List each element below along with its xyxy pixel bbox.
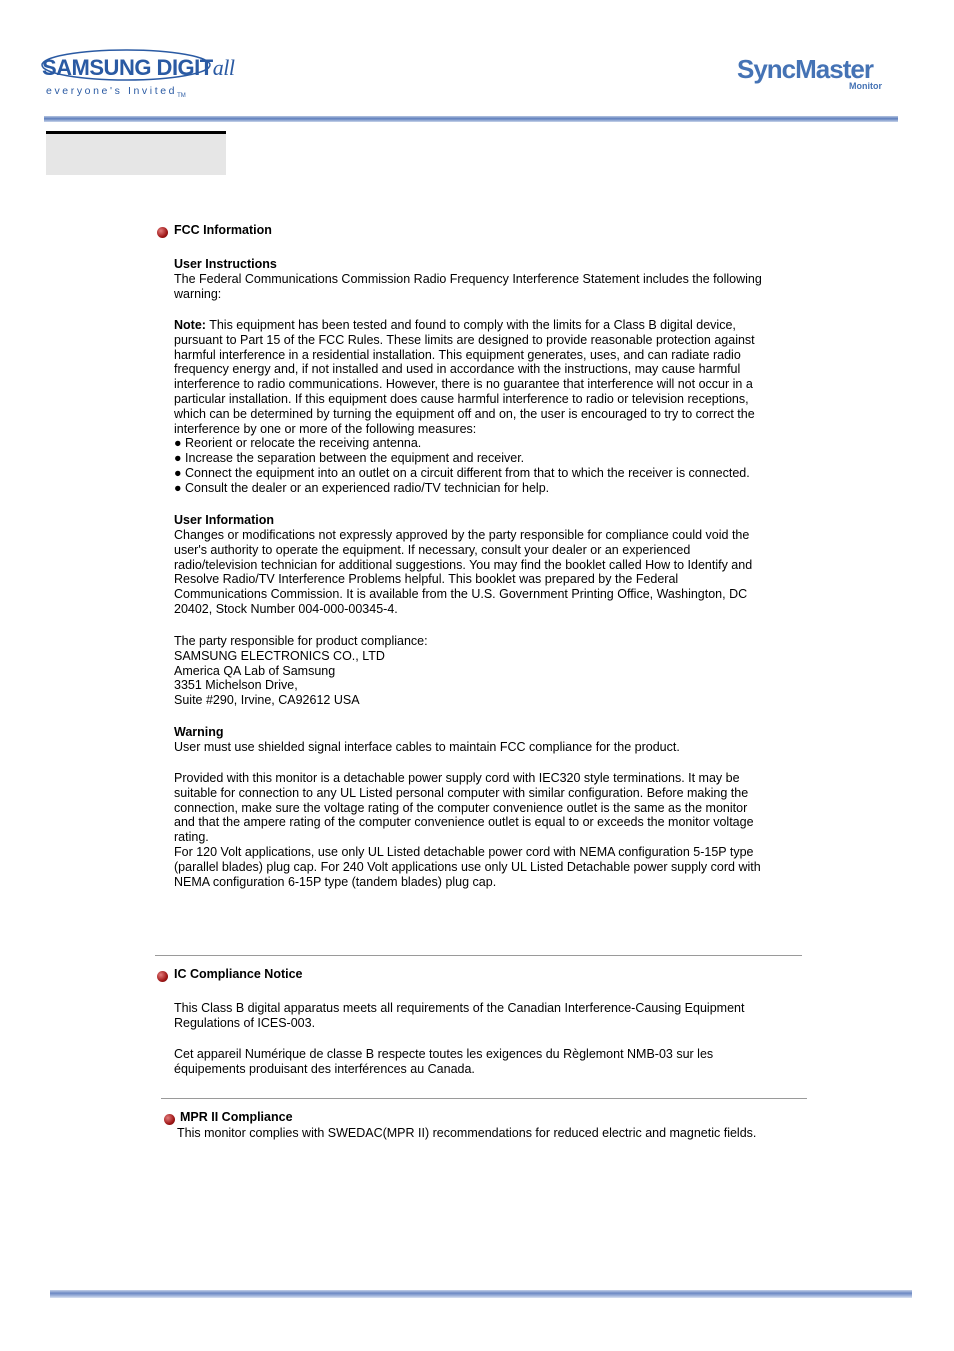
ic-french — [174, 1047, 713, 1077]
text-line: particular installation. If this equipment does cause harmful interference to radio or television receptions, — [174, 391, 749, 406]
ic-heading: IC Compliance Notice — [174, 967, 303, 981]
section-divider — [155, 955, 802, 956]
text-line: user's authority to operate the equipment. If necessary, consult your dealer or an experienced — [174, 542, 691, 557]
text-line: suitable for connection to any UL Listed personal computer with similar configuration. Before making the — [174, 785, 749, 800]
text-line: Resolve Radio/TV Interference Problems helpful. This booklet was prepared by the Federal — [174, 572, 679, 587]
ic-english — [174, 1001, 744, 1031]
footer-rule — [50, 1290, 912, 1298]
user-information-title: User Information — [174, 513, 275, 527]
note-first-line: Note: This equipment has been tested and found to comply with the limits for a Class B digital device, — [174, 318, 736, 332]
text-line: Cet appareil Numérique de classe B respecte toutes les exigences du Règlemont NMB-03 sur les — [174, 1047, 714, 1061]
fcc-heading: FCC Information — [174, 223, 272, 237]
syncmaster-logo — [737, 54, 897, 94]
text-line: équipements produisant des interférences au Canada. — [174, 1061, 475, 1076]
note-label: Note: — [174, 318, 206, 332]
bullet-icon — [157, 227, 168, 238]
fcc-intro — [174, 272, 762, 302]
text-line: Provided with this monitor is a detachable power supply cord with IEC320 style terminations. It may be — [174, 771, 740, 785]
text-line: The party responsible for product compliance: — [174, 634, 428, 648]
bullet-icon — [164, 1114, 175, 1125]
section-divider — [161, 1098, 807, 1099]
text-line: harmful interference in a residential installation. This equipment generates, uses, and can radiate radio — [174, 347, 741, 362]
power-cord-text — [174, 771, 761, 889]
text-line: pursuant to Part 15 of the FCC Rules. These limits are designed to provide reasonable protection against — [174, 332, 755, 347]
text-line: (parallel blades) plug cap. For 240 Volt applications use only UL Listed Detachable power supply cord with — [174, 859, 761, 874]
brand-tagline: everyone's Invited$_{TM}$ — [46, 85, 186, 100]
text-line: NEMA configuration 6-15P type (tandem blades) plug cap. — [174, 874, 497, 889]
fcc-note — [174, 318, 755, 496]
text-line: interference by one or more of the following measures: — [174, 421, 477, 436]
text-line: Changes or modifications not expressly approved by the party responsible for compliance could void the — [174, 528, 750, 542]
text-line: 20402, Stock Number 004-000-00345-4. — [174, 601, 398, 616]
text-line: and that the ampere rating of the computer convenience outlet is equal to or exceeds the monitor voltage — [174, 815, 754, 830]
responsible-party — [174, 634, 428, 708]
text-line: This Class B digital apparatus meets all requirements of the Canadian Interference-Causing Equipment — [174, 1001, 745, 1015]
measure-item: ● Connect the equipment into an outlet on a circuit different from that to which the receiver is connected. — [174, 465, 750, 480]
text-line: Regulations of ICES-003. — [174, 1015, 316, 1030]
user-instructions-title: User Instructions — [174, 257, 277, 271]
samsung-logo — [42, 52, 235, 102]
product-word: SyncMaster — [737, 54, 873, 84]
measure-item: ● Reorient or relocate the receiving antenna. — [174, 436, 422, 451]
mpr-heading: MPR II Compliance — [180, 1110, 293, 1124]
text-line: Communications Commission. It is available from the U.S. Government Printing Office, Washington, DC — [174, 587, 748, 602]
product-sub: Monitor — [849, 81, 882, 91]
text-line: rating. — [174, 830, 209, 845]
text-line: radio/television technician for additional suggestions. You may find the booklet called How to Identify and — [174, 557, 753, 572]
brand-word: SAMSUNG DIGITall — [42, 55, 235, 80]
text-line: interference to radio communications. However, there is no guarantee that interference will not occur in a — [174, 377, 753, 392]
warning-title: Warning — [174, 725, 224, 739]
text-line: which can be determined by turning the equipment off and on, the user is encouraged to try to correct the — [174, 406, 755, 421]
mpr-line: This monitor complies with SWEDAC(MPR II) recommendations for reduced electric and magnetic fields. — [177, 1126, 757, 1140]
text-line: SAMSUNG ELECTRONICS CO., LTD — [174, 648, 385, 663]
text-line: 3351 Michelson Drive, — [174, 678, 298, 693]
header-rule — [44, 116, 898, 122]
text-line: The Federal Communications Commission Radio Frequency Interference Statement includes the following — [174, 272, 762, 286]
text-line: For 120 Volt applications, use only UL Listed detachable power cord with NEMA configuration 5-15P type — [174, 844, 754, 859]
section-title-box — [46, 131, 226, 175]
text-line: connection, make sure the voltage rating of the computer convenience outlet is the same as the monitor — [174, 800, 748, 815]
bullet-icon — [157, 971, 168, 982]
text-line: frequency energy and, if not installed and used in accordance with the instructions, may cause harmful — [174, 362, 741, 377]
text-line: America QA Lab of Samsung — [174, 663, 336, 678]
text-line: warning: — [174, 286, 222, 301]
warning-line: User must use shielded signal interface cables to maintain FCC compliance for the product. — [174, 740, 680, 754]
user-information-body — [174, 528, 752, 617]
measure-item: ● Consult the dealer or an experienced radio/TV technician for help. — [174, 480, 550, 495]
measure-item: ● Increase the separation between the equipment and receiver. — [174, 451, 525, 466]
text-line: Suite #290, Irvine, CA92612 USA — [174, 693, 360, 708]
